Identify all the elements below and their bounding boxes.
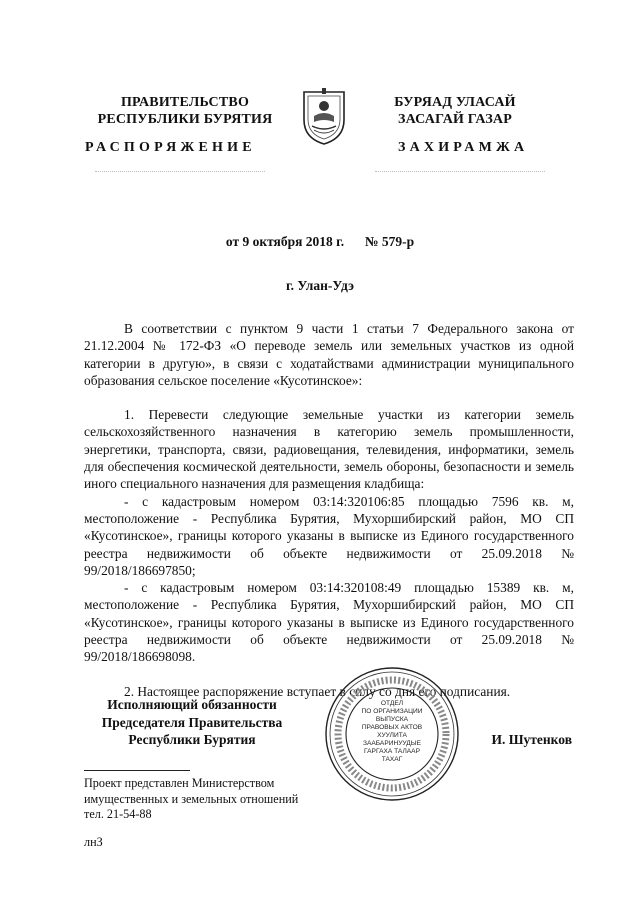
parcel1-paragraph: - с кадастровым номером 03:14:320106:85 площадью 7596 кв. м, местоположение - Республика Бурятия, Мухоршибирский район, МО СП «Кусотинское», границы которого указаны в выписке из Единого государственного реестра недвижимости об объекте недвижимости от 25.09.2018 № 99/2018/186697850;: [84, 493, 574, 578]
item2-paragraph: 2. Настоящее распоряжение вступает в силу со дня его подписания.: [124, 683, 511, 699]
doc-type-buryat: ЗАХИРАМЖА: [398, 140, 529, 155]
signatory-title-line2: Председателя Правительства: [101, 714, 283, 730]
org-name-russian-line1: ПРАВИТЕЛЬСТВО: [120, 95, 250, 110]
official-stamp: [322, 664, 462, 804]
footer-line1: Проект представлен Министерством: [84, 776, 275, 790]
stamp-line4: ПРАВОВЫХ АКТОВ: [361, 724, 423, 731]
header-divider-left: [95, 171, 265, 173]
org-name-buryat-line2: ЗАСАГАЙ ГАЗАР: [397, 112, 512, 127]
doc-type-russian: РАСПОРЯЖЕНИЕ: [85, 140, 256, 155]
footer-code: лнЗ: [84, 834, 103, 849]
doc-body: [84, 320, 574, 700]
org-name-russian-line2: РЕСПУБЛИКИ БУРЯТИЯ: [97, 112, 273, 127]
signatory-title-line3: Республики Бурятия: [128, 732, 256, 747]
stamp-line2: ПО ОРГАНИЗАЦИИ: [361, 708, 423, 715]
doc-city: г. Улан-Удэ: [286, 278, 354, 293]
signatory-title: [92, 696, 292, 749]
footer-line3: тел. 21-54-88: [84, 807, 152, 821]
doc-date: от 9 октября 2018 г.: [225, 234, 345, 249]
stamp-line3: ВЫПУСКА: [375, 716, 409, 723]
org-name-buryat-line1: БУРЯАД УЛАСАЙ: [394, 95, 516, 110]
coat-of-arms-emblem: [300, 86, 348, 146]
item1-paragraph: 1. Перевести следующие земельные участки из категории земель сельскохозяйственного назначения в категорию земель промышленности, энергетики, транспорта, связи, радиовещания, телевидения, информатики, земель для обеспечения космической деятельности, земель обороны, безопасности и земель иного специального назначения для размещения кладбища:: [84, 407, 574, 492]
footer-line2: имущественных и земельных отношений: [84, 791, 299, 806]
stamp-inner-text: [352, 700, 432, 764]
header-divider-right: [375, 171, 545, 173]
stamp-line8: ТАХАГ: [381, 756, 403, 763]
footer-divider: [84, 770, 190, 771]
stamp-line5: ХУУЛИТА: [377, 732, 407, 739]
stamp-line1: ОТДЕЛ: [380, 700, 404, 707]
stamp-line6: ЗААБАРИНУУДЫЕ: [362, 740, 422, 747]
org-name-russian: [90, 94, 280, 128]
parcel2-paragraph: - с кадастровым номером 03:14:320108:49 площадью 15389 кв. м, местоположение - Республика Бурятия, Мухоршибирский район, МО СП «Кусотинское», границы которого указаны в выписке из Единого государственного реестра недвижимости об объекте недвижимости от 25.09.2018 № 99/2018/186698098.: [84, 580, 574, 665]
doc-number: № 579-р: [364, 234, 415, 249]
org-name-buryat: [370, 94, 540, 128]
signatory-title-line1: Исполняющий обязанности: [107, 697, 277, 712]
stamp-line7: ГАРГАХА ТАЛААР: [364, 748, 420, 755]
preamble-paragraph: В соответствии с пунктом 9 части 1 статьи 7 Федерального закона от 21.12.2004 № 172-ФЗ «О переводе земель или земельных участков из одной категории в другую», в связи с ходатайствами администрации муниципального образования сельское поселение «Кусотинское»:: [84, 321, 574, 388]
doc-date-number: [0, 234, 640, 250]
signatory-name: И. Шутенков: [491, 732, 572, 747]
footer-note: [84, 776, 324, 850]
